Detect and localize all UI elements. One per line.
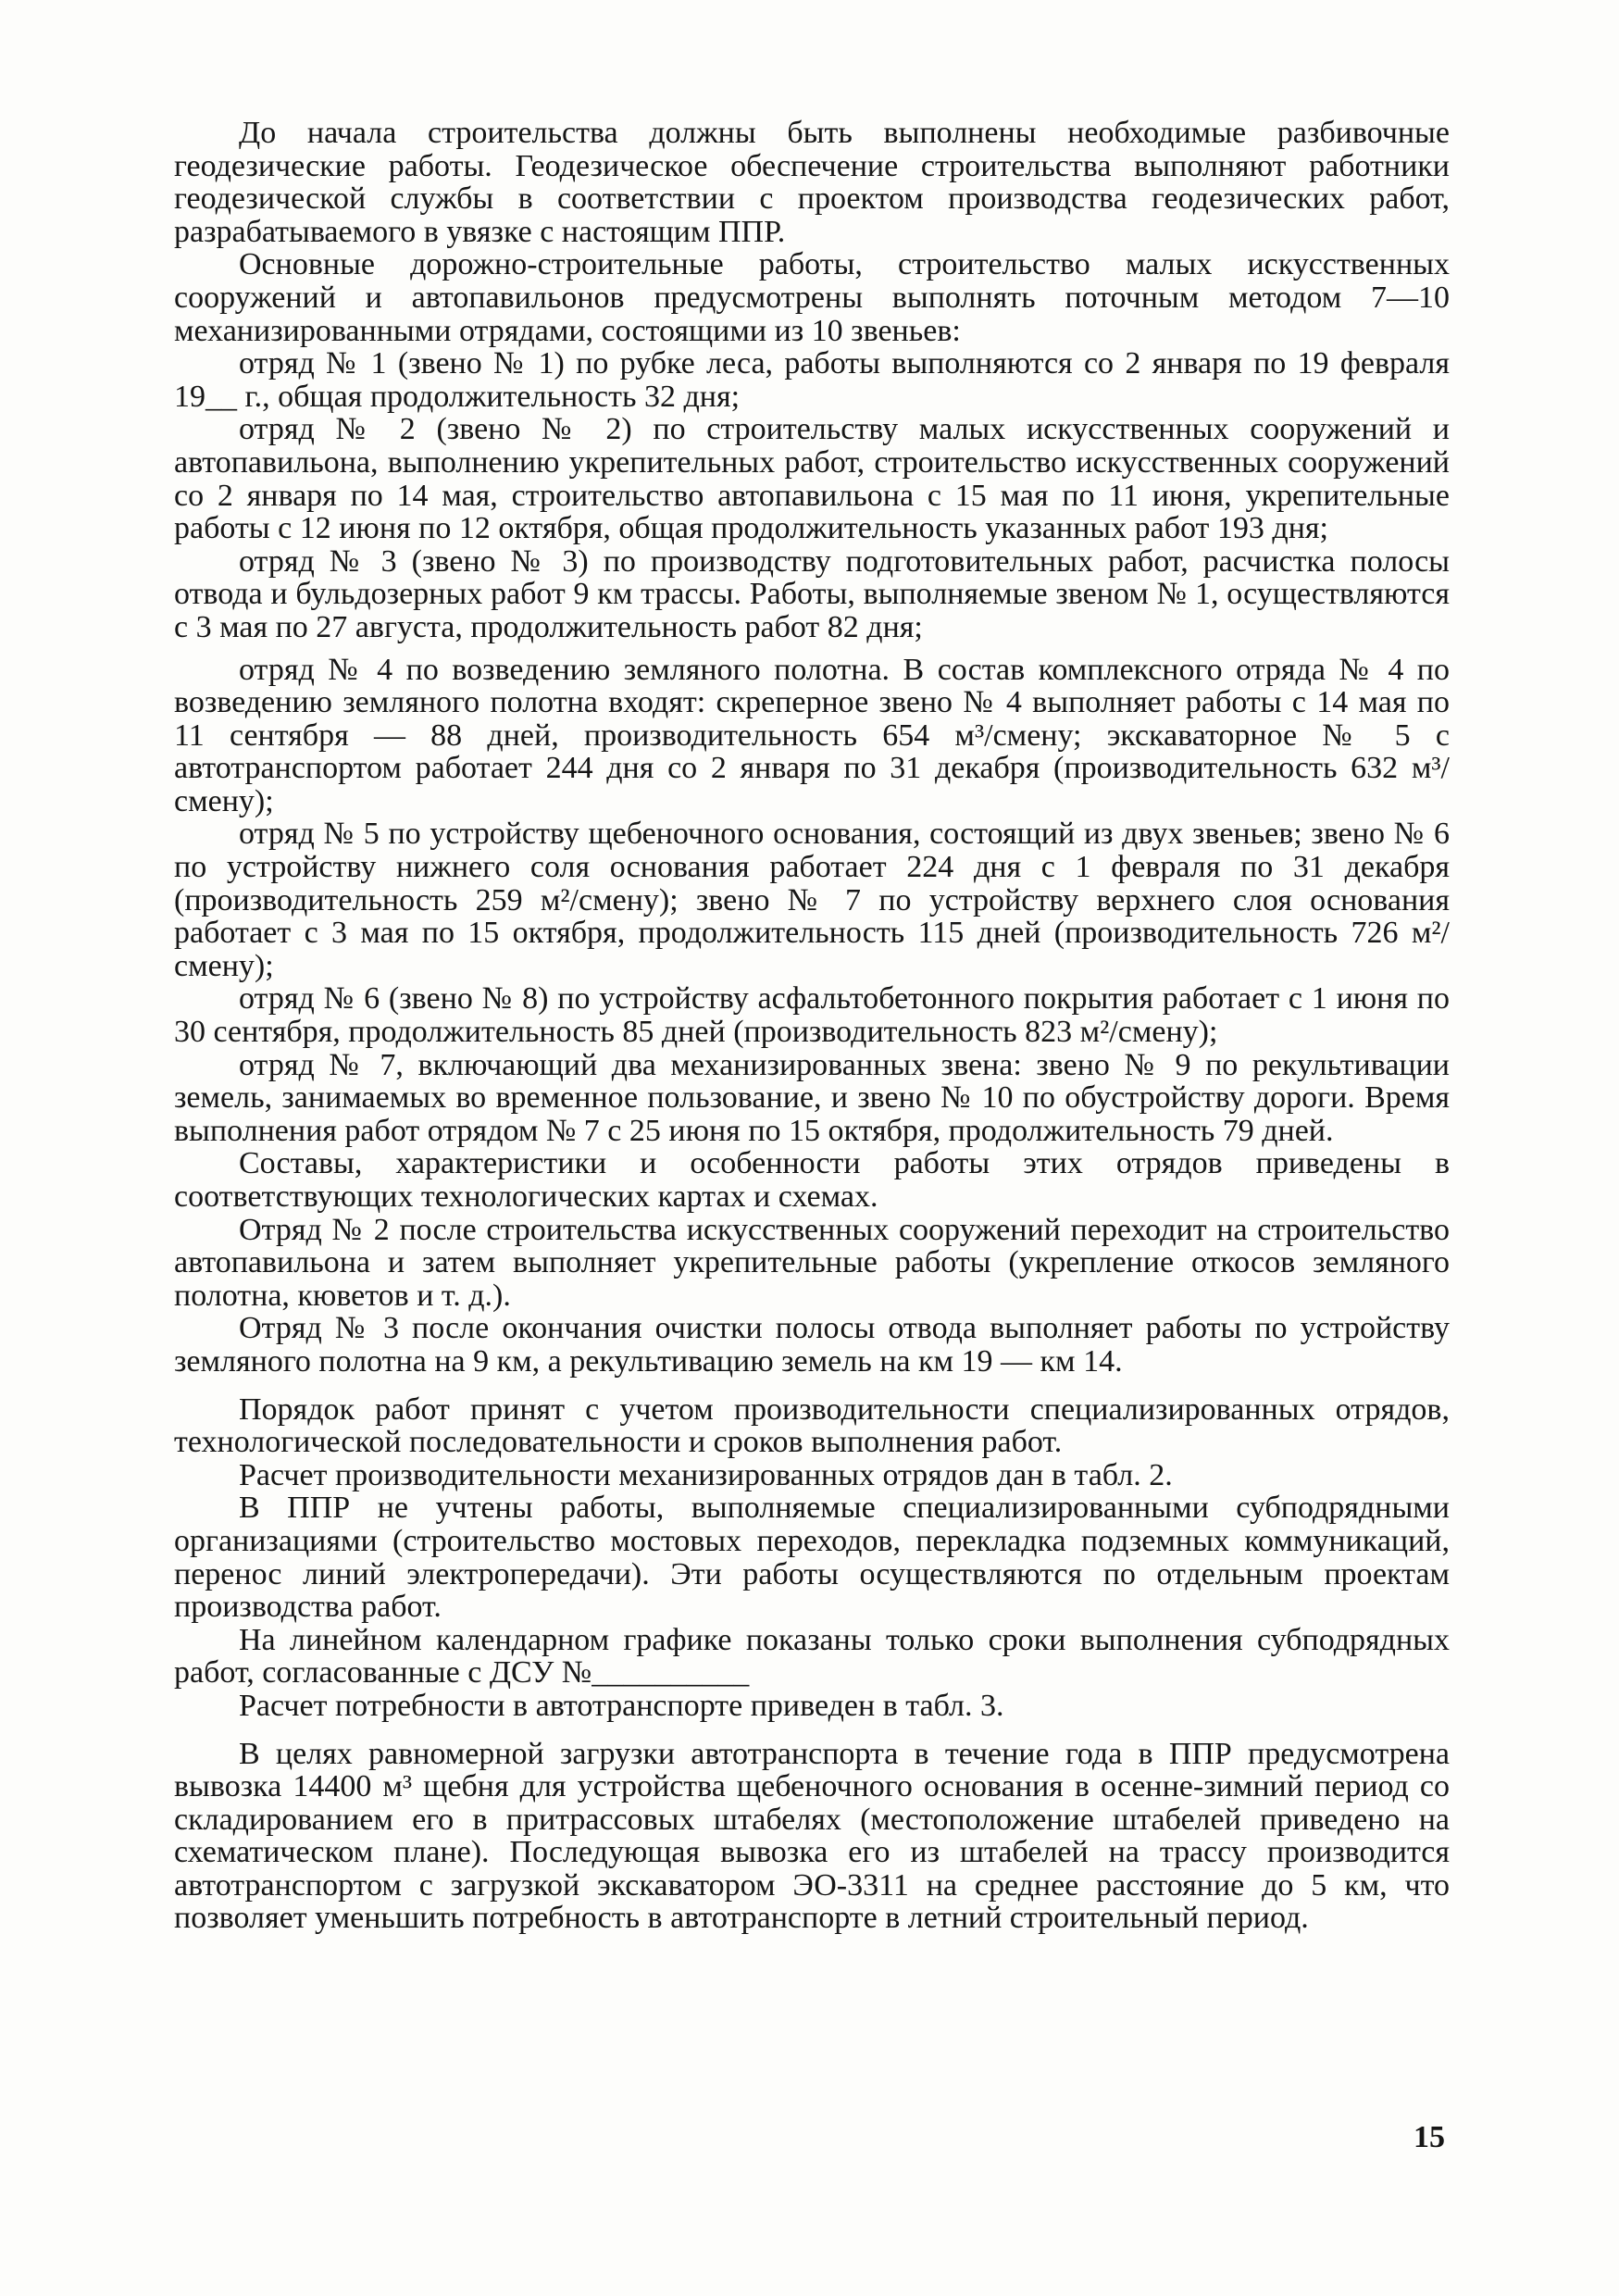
paragraph-detachment-3-after: Отряд № 3 после окончания очистки полосы отвода выполняет работы по устройству земляного полотна на 9 км, а рекультивацию земель на км 19 — км 14. — [174, 1311, 1450, 1379]
paragraph-detachment-3: отряд № 3 (звено № 3) по производству подготовительных работ, расчистка полосы отвода и бульдозерных работ 9 км трассы. Работы, выполняемые звеном № 1, осуществляются с 3 мая по 27 августа, продолжительность работ 82 дня; — [174, 543, 1450, 644]
paragraph-main-works-intro: Основные дорожно-строительные работы, строительство малых искусственных сооружений и автопавильонов предусмотрены выполнять поточным методом 7—10 механизированными отрядами, состоящими из 10 звеньев: — [174, 247, 1450, 348]
paragraph-productivity-calc: Расчет производительности механизированных отрядов дан в табл. 2. — [239, 1457, 1173, 1492]
paragraph-transport-calc: Расчет потребности в автотранспорте приведен в табл. 3. — [239, 1688, 1004, 1723]
paragraph-schedule: На линейном календарном графике показаны только сроки выполнения субподрядных работ, согласованные с ДСУ №__________ — [174, 1622, 1450, 1691]
paragraph-detachment-2: отряд № 2 (звено № 2) по строительству малых искусственных сооружений и автопавильона, выполнению укрепительных работ, строительство искусственных сооружений со 2 января по 14 мая, строительство автопавильона с 15 мая по 11 июня, укрепительные работы с 12 июня по 12 октября, общая продолжительность указанных работ 193 дня; — [174, 412, 1450, 546]
paragraph-detachment-7: отряд № 7, включающий два механизированных звена: звено № 9 по рекультивации земель, занимаемых во временное пользование, и звено № 10 по обустройству дороги. Время выполнения работ отрядом № 7 с 25 июня по 15 октября, продолжительность 79 дней. — [174, 1047, 1450, 1148]
paragraph-detachment-6: отряд № 6 (звено № 8) по устройству асфальтобетонного покрытия работает с 1 июня по 30 сентября, продолжительность 85 дней (производительность 823 м²/смену); — [174, 981, 1450, 1050]
paragraph-geodetic-works: До начала строительства должны быть выполнены необходимые разбивочные геодезические работы. Геодезическое обеспечение строительства выполняют работники геодезической службы в соответствии с проектом производства геодезических работ, разрабатываемого в увязке с настоящим ППР. — [174, 116, 1450, 249]
document-body — [174, 117, 1450, 1935]
paragraph-compositions: Составы, характеристики и особенности работы этих отрядов приведены в соответствующих технологических картах и схемах. — [174, 1146, 1450, 1214]
paragraph-work-order: Порядок работ принят с учетом производительности специализированных отрядов, технологической последовательности и сроков выполнения работ. — [174, 1391, 1450, 1460]
paragraph-detachment-4: отряд № 4 по возведению земляного полотна. В состав комплексного отряда № 4 по возведению земляного полотна входят: скреперное звено № 4 выполняет работы с 14 мая по 11 сентября — 88 дней, производительность 654 м³/смену; экскаваторное № 5 с автотранспортом работает 244 дня со 2 января по 31 декабря (производительность 632 м³/смену); — [174, 652, 1450, 818]
page-number: 15 — [1414, 2120, 1445, 2154]
paragraph-detachment-5: отряд № 5 по устройству щебеночного основания, состоящий из двух звеньев; звено № 6 по устройству нижнего соля основания работает 224 дня с 1 февраля по 31 декабря (производительность 259 м²/смену); звено № 7 по устройству верхнего слоя основания работает с 3 мая по 15 октября, продолжительность 115 дней (производительность 726 м²/смену); — [174, 817, 1450, 983]
paragraph-subcontract-works: В ППР не учтены работы, выполняемые специализированными субподрядными организациями (строительство мостовых переходов, перекладка подземных коммуникаций, перенос линий электропередачи). Эти работы осуществляются по отдельным проектам производства работ. — [174, 1491, 1450, 1625]
paragraph-detachment-2-after: Отряд № 2 после строительства искусственных сооружений переходит на строительство автопавильона и затем выполняет укрепительные работы (укрепление откосов земляного полотна, кюветов и т. д.). — [174, 1212, 1450, 1313]
paragraph-transport-loading: В целях равномерной загрузки автотранспорта в течение года в ППР предусмотрена вывозка 14400 м³ щебня для устройства щебеночного основания в осенне-зимний период со складированием его в притрассовых штабелях (местоположение штабелей приведено на схематическом плане). Последующая вывозка его из штабелей на трассу производится автотранспортом с загрузкой экскаватором ЭО-3311 на среднее расстояние до 5 км, что позволяет уменьшить потребность в автотранспорте в летний строительный период. — [174, 1736, 1450, 1936]
paragraph-detachment-1: отряд № 1 (звено № 1) по рубке леса, работы выполняются со 2 января по 19 февраля 19__ г., общая продолжительность 32 дня; — [174, 346, 1450, 414]
